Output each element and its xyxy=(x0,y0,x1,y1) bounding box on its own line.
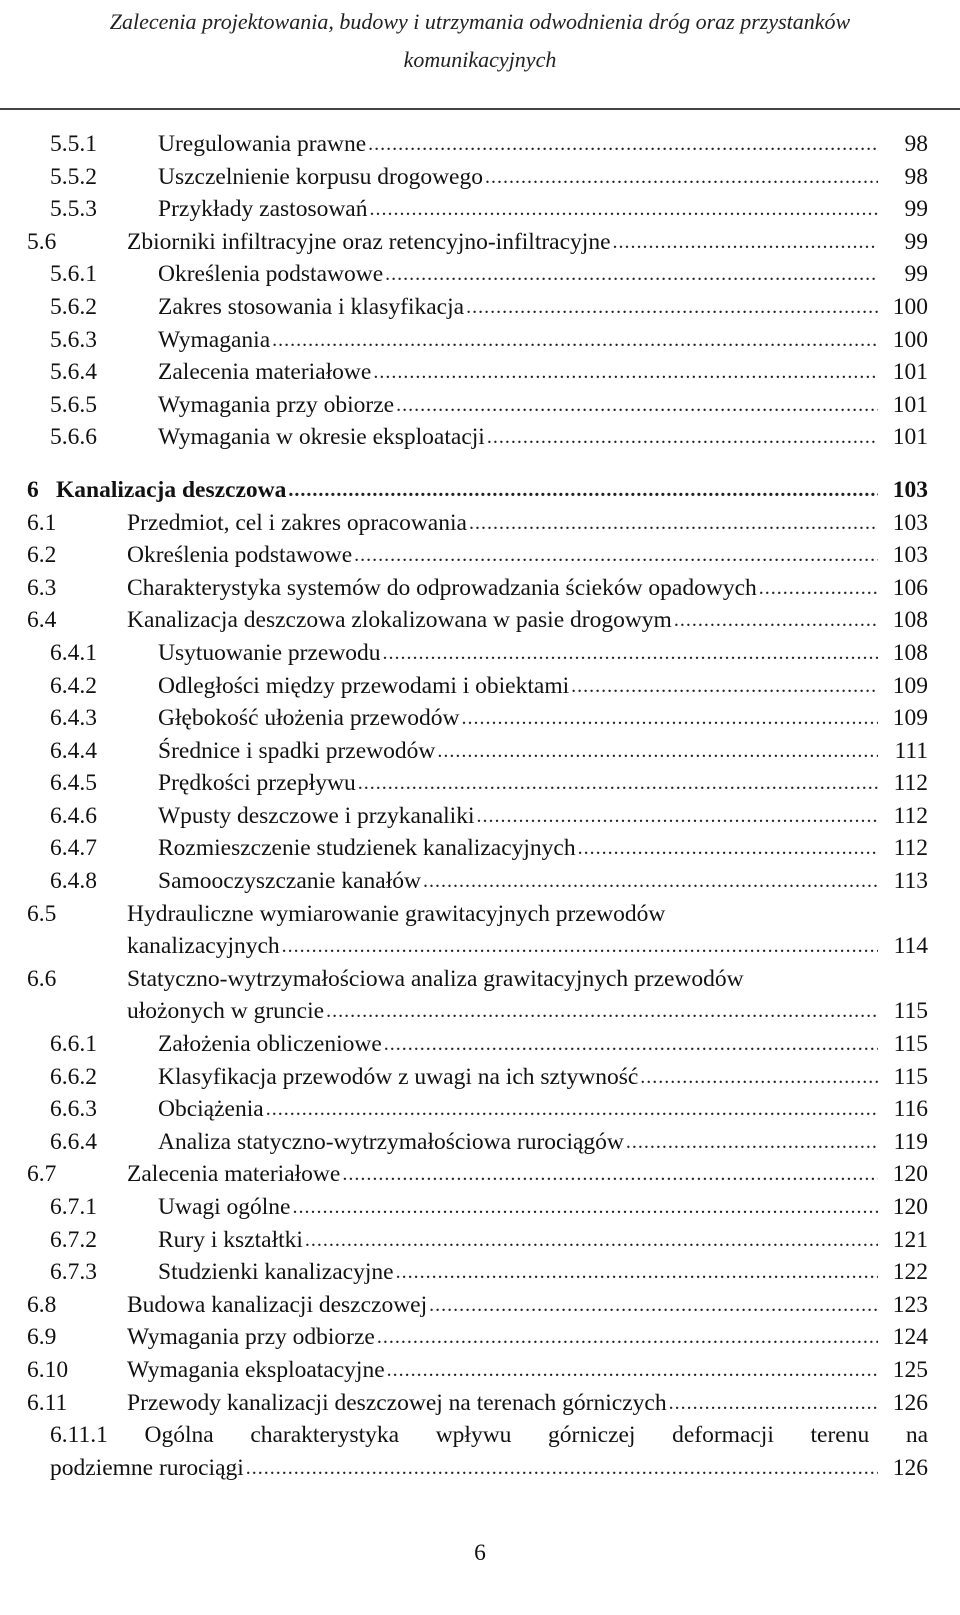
toc-page: 99 xyxy=(904,196,928,223)
toc-leader xyxy=(387,1354,878,1387)
toc-leader xyxy=(578,832,878,865)
toc-leader xyxy=(342,1158,878,1191)
toc-title: Wymagania przy obiorze xyxy=(158,389,396,422)
toc-leader xyxy=(674,604,878,637)
toc-title-line-1: Statyczno-wytrzymałościowa analiza grawitacyjnych przewodów xyxy=(127,965,744,992)
toc-title: Budowa kanalizacji deszczowej xyxy=(127,1289,429,1322)
toc-entry[interactable] xyxy=(0,389,960,422)
toc-leader xyxy=(571,670,878,703)
toc-title: Uwagi ogólne xyxy=(158,1191,293,1224)
toc-leader xyxy=(396,389,878,422)
toc-entry[interactable] xyxy=(0,1321,960,1354)
toc-title: Wymagania w okresie eksploatacji xyxy=(158,421,487,454)
toc-title: Studzienki kanalizacyjne xyxy=(158,1256,396,1289)
toc-title: Wpusty deszczowe i przykanaliki xyxy=(158,800,476,833)
toc-entry[interactable] xyxy=(0,291,960,324)
toc-entry[interactable] xyxy=(0,1158,960,1191)
toc-title: Przedmiot, cel i zakres opracowania xyxy=(127,507,469,540)
toc-title: Przykłady zastosowań xyxy=(158,193,370,226)
toc-title: Prędkości przepływu xyxy=(158,767,358,800)
toc-number: 6.3 xyxy=(27,574,57,601)
toc-title: Usytuowanie przewodu xyxy=(158,637,383,670)
toc-title: Średnice i spadki przewodów xyxy=(158,735,437,768)
toc-leader xyxy=(423,865,878,898)
toc-entry[interactable] xyxy=(0,1256,960,1289)
toc-number: 5.6.3 xyxy=(50,326,97,353)
toc-number: 6.6.2 xyxy=(50,1063,97,1090)
toc-number: 6.4.7 xyxy=(50,835,97,862)
toc-title: Klasyfikacja przewodów z uwagi na ich sztywność xyxy=(158,1061,640,1094)
toc-entry[interactable] xyxy=(0,1224,960,1257)
toc-entry[interactable] xyxy=(0,507,960,540)
toc-entry[interactable] xyxy=(0,604,960,637)
toc-page: 109 xyxy=(892,672,928,699)
toc-number: 6.6.3 xyxy=(50,1096,97,1123)
running-header xyxy=(0,0,960,79)
toc-title-line-1: Hydrauliczne wymiarowanie grawitacyjnych przewodów xyxy=(127,900,666,927)
toc-number: 6.4.1 xyxy=(50,639,97,666)
toc-entry[interactable] xyxy=(0,898,960,963)
toc-title: Wymagania eksploatacyjne xyxy=(127,1354,387,1387)
toc-page: 103 xyxy=(892,476,928,503)
toc-page: 99 xyxy=(904,228,928,255)
toc-page: 112 xyxy=(893,770,928,797)
toc-page: 119 xyxy=(893,1128,928,1155)
toc-page: 126 xyxy=(892,1389,928,1416)
toc-page: 122 xyxy=(892,1259,928,1286)
toc-title: Samooczyszczanie kanałów xyxy=(158,865,423,898)
toc-title: Kanalizacja deszczowa xyxy=(56,474,288,507)
toc-title: Założenia obliczeniowe xyxy=(158,1028,384,1061)
toc-page: 115 xyxy=(893,1063,928,1090)
toc-title: Odległości między przewodami i obiektami xyxy=(158,670,571,703)
toc-entry[interactable] xyxy=(0,226,960,259)
toc-number: 6.7.3 xyxy=(50,1259,97,1286)
toc-number: 5.6.5 xyxy=(50,391,97,418)
toc-leader xyxy=(377,1321,878,1354)
toc-entry[interactable] xyxy=(0,258,960,291)
toc-leader xyxy=(466,291,878,324)
toc-title: Kanalizacja deszczowa zlokalizowana w pasie drogowym xyxy=(127,604,674,637)
toc-leader xyxy=(282,930,878,963)
toc-page: 103 xyxy=(892,509,928,536)
toc-number: 6.4.4 xyxy=(50,737,97,764)
toc-entry[interactable] xyxy=(0,1093,960,1126)
toc-leader xyxy=(293,1191,879,1224)
toc-title: Określenia podstawowe xyxy=(158,258,385,291)
toc-leader xyxy=(354,539,878,572)
toc-number: 5.5.1 xyxy=(50,131,97,157)
toc-title: Zalecenia materiałowe xyxy=(158,356,373,389)
toc-page: 120 xyxy=(892,1161,928,1188)
toc-leader xyxy=(272,324,878,357)
toc-page: 99 xyxy=(904,261,928,288)
toc-page: 109 xyxy=(892,705,928,732)
toc-number: 6.4 xyxy=(27,607,57,634)
toc-entry[interactable] xyxy=(0,865,960,898)
toc-page: 114 xyxy=(893,933,928,960)
toc-number: 6.4.5 xyxy=(50,770,97,797)
toc-leader xyxy=(246,1452,878,1485)
table-of-contents xyxy=(0,128,960,1484)
toc-leader xyxy=(626,1126,878,1159)
toc-page: 106 xyxy=(892,574,928,601)
toc-number: 5.6.6 xyxy=(50,424,97,451)
toc-entry[interactable] xyxy=(0,1354,960,1387)
toc-entry[interactable] xyxy=(0,832,960,865)
toc-entry[interactable] xyxy=(0,637,960,670)
toc-number: 6.7.2 xyxy=(50,1226,97,1253)
toc-page: 100 xyxy=(892,326,928,353)
toc-entry[interactable] xyxy=(0,128,960,161)
toc-page: 126 xyxy=(892,1454,928,1481)
toc-number: 6.7 xyxy=(27,1161,57,1188)
toc-number: 6.1 xyxy=(27,509,57,536)
toc-leader xyxy=(759,572,878,605)
toc-number: 5.6 xyxy=(27,228,57,255)
toc-title: Zalecenia materiałowe xyxy=(127,1158,342,1191)
toc-entry[interactable] xyxy=(0,800,960,833)
toc-page: 101 xyxy=(892,391,928,418)
toc-page: 108 xyxy=(892,607,928,634)
toc-entry[interactable] xyxy=(0,670,960,703)
toc-page: 124 xyxy=(892,1324,928,1351)
toc-leader xyxy=(613,226,878,259)
toc-leader xyxy=(437,735,878,768)
toc-title: Zakres stosowania i klasyfikacja xyxy=(158,291,466,324)
toc-leader xyxy=(370,193,879,226)
toc-title: Wymagania xyxy=(158,324,272,357)
toc-title-line-1 xyxy=(50,1419,928,1452)
toc-number: 6.6 xyxy=(27,965,57,992)
toc-page: 113 xyxy=(893,868,928,895)
toc-entry[interactable] xyxy=(0,702,960,735)
toc-entry[interactable] xyxy=(0,421,960,454)
toc-title: Uregulowania prawne xyxy=(158,128,368,161)
toc-title: kanalizacyjnych xyxy=(127,930,282,963)
toc-title: Zbiorniki infiltracyjne oraz retencyjno-infiltracyjne xyxy=(127,226,613,259)
toc-entry[interactable] xyxy=(0,356,960,389)
toc-number: 6.4.8 xyxy=(50,868,97,895)
toc-entry[interactable] xyxy=(0,539,960,572)
toc-page: 103 xyxy=(892,542,928,569)
toc-page: 111 xyxy=(894,737,928,764)
toc-number: 5.6.1 xyxy=(50,261,97,288)
toc-number: 6.5 xyxy=(27,900,57,927)
toc-page: 116 xyxy=(893,1096,928,1123)
toc-entry[interactable] xyxy=(0,767,960,800)
toc-chapter-entry[interactable] xyxy=(0,474,960,507)
toc-page: 101 xyxy=(892,424,928,451)
toc-title: Analiza statyczno-wytrzymałościowa rurociągów xyxy=(158,1126,626,1159)
toc-entry[interactable] xyxy=(0,1419,960,1484)
toc-number: 6.9 xyxy=(27,1324,57,1351)
toc-page: 98 xyxy=(904,131,928,157)
toc-number: 6.2 xyxy=(27,542,57,569)
toc-entry[interactable] xyxy=(0,1387,960,1420)
toc-leader xyxy=(461,702,878,735)
toc-number: 5.6.2 xyxy=(50,293,97,320)
toc-entry[interactable] xyxy=(0,1028,960,1061)
toc-entry[interactable] xyxy=(0,161,960,194)
header-rule xyxy=(0,108,960,110)
toc-page: 121 xyxy=(892,1226,928,1253)
toc-number: 6.8 xyxy=(27,1291,57,1318)
toc-page: 112 xyxy=(893,835,928,862)
toc-leader xyxy=(429,1289,878,1322)
toc-entry[interactable] xyxy=(0,1126,960,1159)
toc-title: Przewody kanalizacji deszczowej na terenach górniczych xyxy=(127,1387,669,1420)
toc-leader xyxy=(476,800,878,833)
toc-title: Wymagania przy odbiorze xyxy=(127,1321,377,1354)
toc-entry[interactable] xyxy=(0,193,960,226)
page-number: 6 xyxy=(474,1540,486,1566)
header-line-1: Zalecenia projektowania, budowy i utrzymania odwodnienia dróg oraz przystanków xyxy=(109,9,851,34)
toc-page: 115 xyxy=(893,998,928,1025)
toc-number: 6.6.1 xyxy=(50,1031,97,1058)
toc-number: 6.6.4 xyxy=(50,1128,97,1155)
toc-title: Głębokość ułożenia przewodów xyxy=(158,702,461,735)
toc-leader xyxy=(640,1061,878,1094)
toc-leader xyxy=(373,356,878,389)
toc-number: 6.4.2 xyxy=(50,672,97,699)
toc-leader xyxy=(487,421,878,454)
toc-entry[interactable] xyxy=(0,1061,960,1094)
toc-leader xyxy=(396,1256,878,1289)
toc-entry[interactable] xyxy=(0,963,960,1028)
toc-page: 101 xyxy=(892,359,928,386)
toc-number: 6 xyxy=(27,476,39,503)
toc-leader xyxy=(384,1028,878,1061)
toc-entry[interactable] xyxy=(0,1289,960,1322)
toc-leader xyxy=(266,1093,878,1126)
toc-number: 6.4.3 xyxy=(50,705,97,732)
toc-title: ułożonych w gruncie xyxy=(127,995,326,1028)
toc-entry[interactable] xyxy=(0,572,960,605)
toc-title: Rozmieszczenie studzienek kanalizacyjnych xyxy=(158,832,578,865)
toc-title: Określenia podstawowe xyxy=(127,539,354,572)
toc-page: 112 xyxy=(893,802,928,829)
toc-number: 6.11.1 xyxy=(50,1422,108,1449)
toc-number: 5.6.4 xyxy=(50,359,97,386)
toc-page: 125 xyxy=(892,1356,928,1383)
toc-entry[interactable] xyxy=(0,324,960,357)
toc-title-line-1-text: Ogólna charakterystyka wpływu górniczej deformacji terenu na xyxy=(144,1422,928,1449)
toc-leader xyxy=(385,258,878,291)
toc-title: podziemne rurociągi xyxy=(50,1452,246,1485)
toc-page: 100 xyxy=(892,293,928,320)
toc-number: 5.5.3 xyxy=(50,196,97,223)
toc-leader xyxy=(485,161,878,194)
toc-page: 120 xyxy=(892,1194,928,1220)
toc-leader xyxy=(305,1224,878,1257)
toc-title: Uszczelnienie korpusu drogowego xyxy=(158,161,485,194)
toc-leader xyxy=(669,1387,878,1420)
toc-leader xyxy=(288,474,878,507)
toc-page: 98 xyxy=(904,163,928,190)
toc-title: Obciążenia xyxy=(158,1093,266,1126)
toc-page: 123 xyxy=(892,1291,928,1318)
toc-page: 108 xyxy=(892,639,928,666)
toc-number: 6.7.1 xyxy=(50,1194,97,1220)
toc-page: 115 xyxy=(893,1031,928,1058)
toc-number: 6.10 xyxy=(27,1356,69,1383)
toc-entry[interactable] xyxy=(0,735,960,768)
toc-title: Rury i kształtki xyxy=(158,1224,305,1257)
toc-leader xyxy=(326,995,878,1028)
toc-number: 6.4.6 xyxy=(50,802,97,829)
toc-leader xyxy=(358,767,878,800)
header-line-2: komunikacyjnych xyxy=(403,47,557,72)
toc-leader xyxy=(368,128,878,161)
toc-number: 5.5.2 xyxy=(50,163,97,190)
toc-entry[interactable] xyxy=(0,1191,960,1224)
toc-number: 6.11 xyxy=(27,1389,68,1416)
toc-leader xyxy=(383,637,878,670)
toc-leader xyxy=(469,507,878,540)
toc-title: Charakterystyka systemów do odprowadzania ścieków opadowych xyxy=(127,572,759,605)
